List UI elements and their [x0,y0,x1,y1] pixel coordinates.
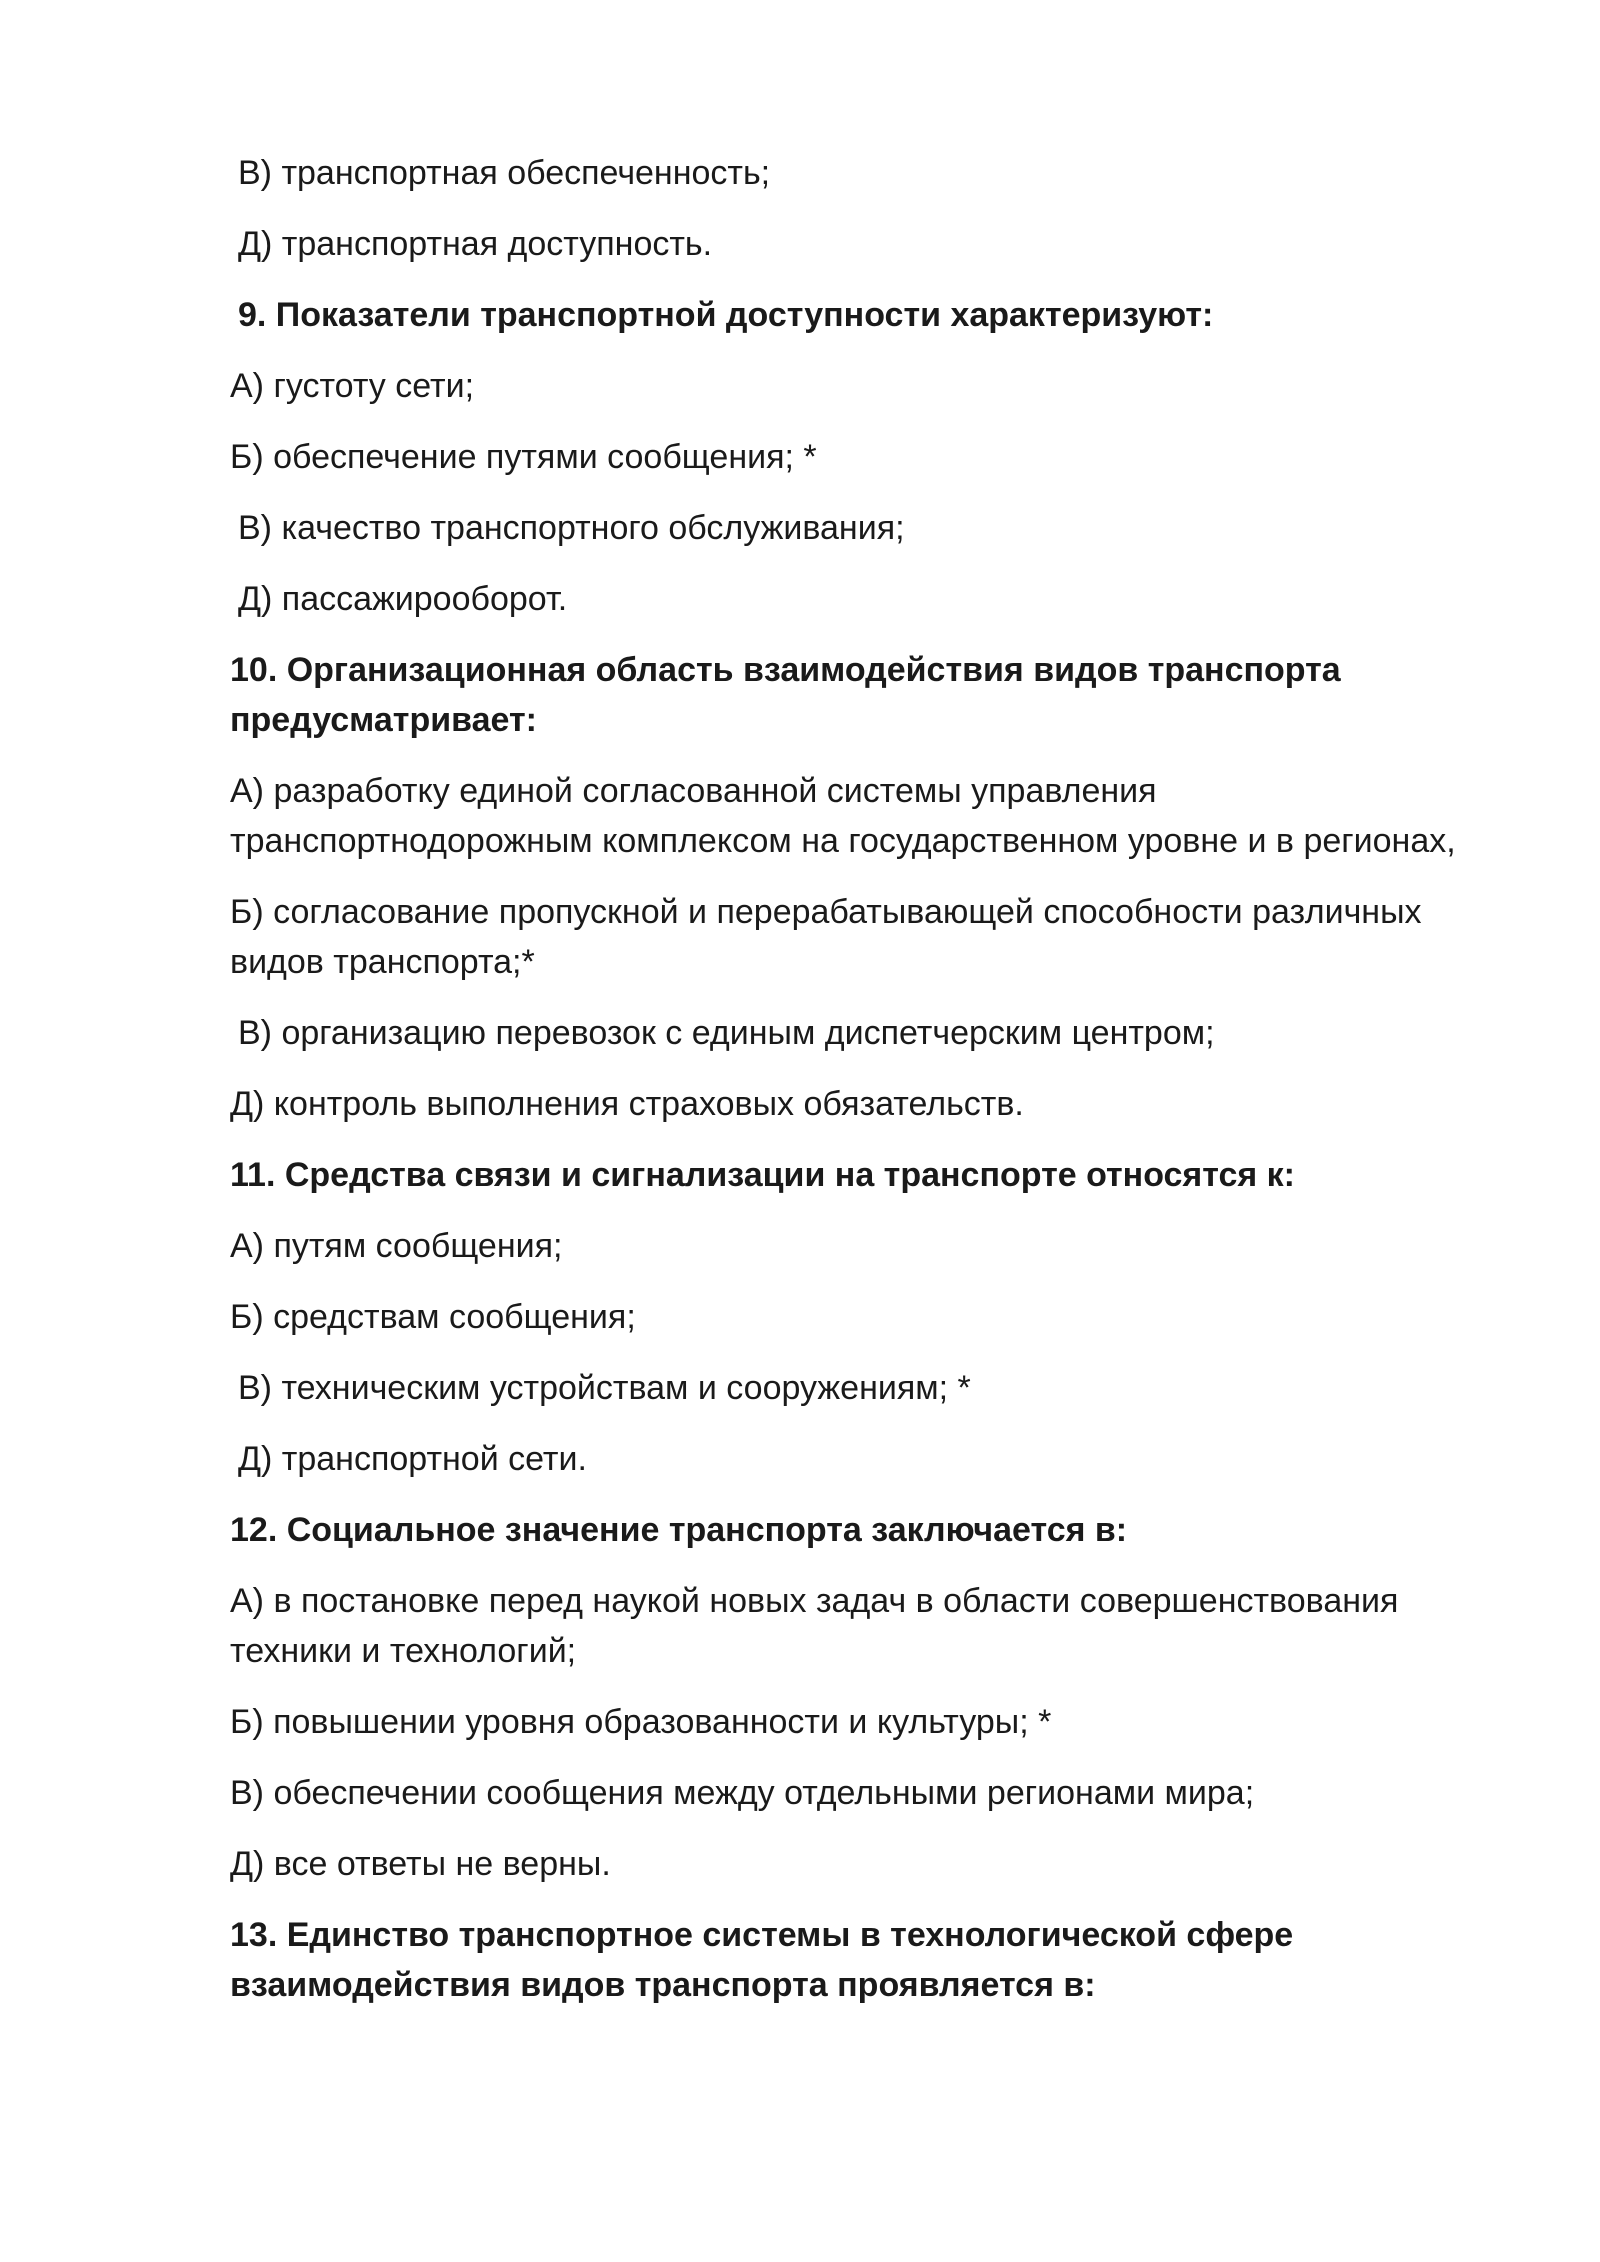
question-12-option-b: Б) повышении уровня образованности и культуры; * [230,1703,1052,1741]
answer-option-v-transport-provision: В) транспортная обеспеченность; [238,154,771,192]
question-11-option-d: Д) транспортной сети. [238,1440,587,1478]
question-12-option-v: В) обеспечении сообщения между отдельными регионами мира; [230,1774,1255,1812]
question-9-option-b: Б) обеспечение путями сообщения; * [230,438,817,476]
question-12-option-d: Д) все ответы не верны. [230,1845,611,1883]
question-9-option-d: Д) пассажирооборот. [238,580,568,618]
question-9: 9. Показатели транспортной доступности характеризуют: [238,296,1214,334]
document-page [230,148,1460,2031]
answer-option-d-transport-accessibility: Д) транспортная доступность. [238,225,713,263]
question-10-option-d: Д) контроль выполнения страховых обязательств. [230,1085,1024,1123]
question-11: 11. Средства связи и сигнализации на транспорте относятся к: [230,1156,1296,1194]
question-13: 13. Единство транспортное системы в технологической сфере взаимодействия видов транспорта проявляется в: [230,1916,1294,2004]
question-10-option-a: А) разработку единой согласованной системы управления транспортнодорожным комплексом на государственном уровне и в регионах, [230,772,1456,860]
question-9-option-v: В) качество транспортного обслуживания; [238,509,905,547]
question-12-option-a: А) в постановке перед наукой новых задач в области совершенствования техники и технологий; [230,1582,1399,1670]
question-10: 10. Организационная область взаимодействия видов транспорта предусматривает: [230,651,1341,739]
question-10-option-v: В) организацию перевозок с единым диспетчерским центром; [238,1014,1215,1052]
question-11-option-v: В) техническим устройствам и сооружениям; * [238,1369,971,1407]
question-11-option-b: Б) средствам сообщения; [230,1298,636,1336]
question-11-option-a: А) путям сообщения; [230,1227,563,1265]
question-10-option-b: Б) согласование пропускной и перерабатывающей способности различных видов транспорта;* [230,893,1422,981]
question-12: 12. Социальное значение транспорта заключается в: [230,1511,1128,1549]
question-9-option-a: А) густоту сети; [230,367,475,405]
